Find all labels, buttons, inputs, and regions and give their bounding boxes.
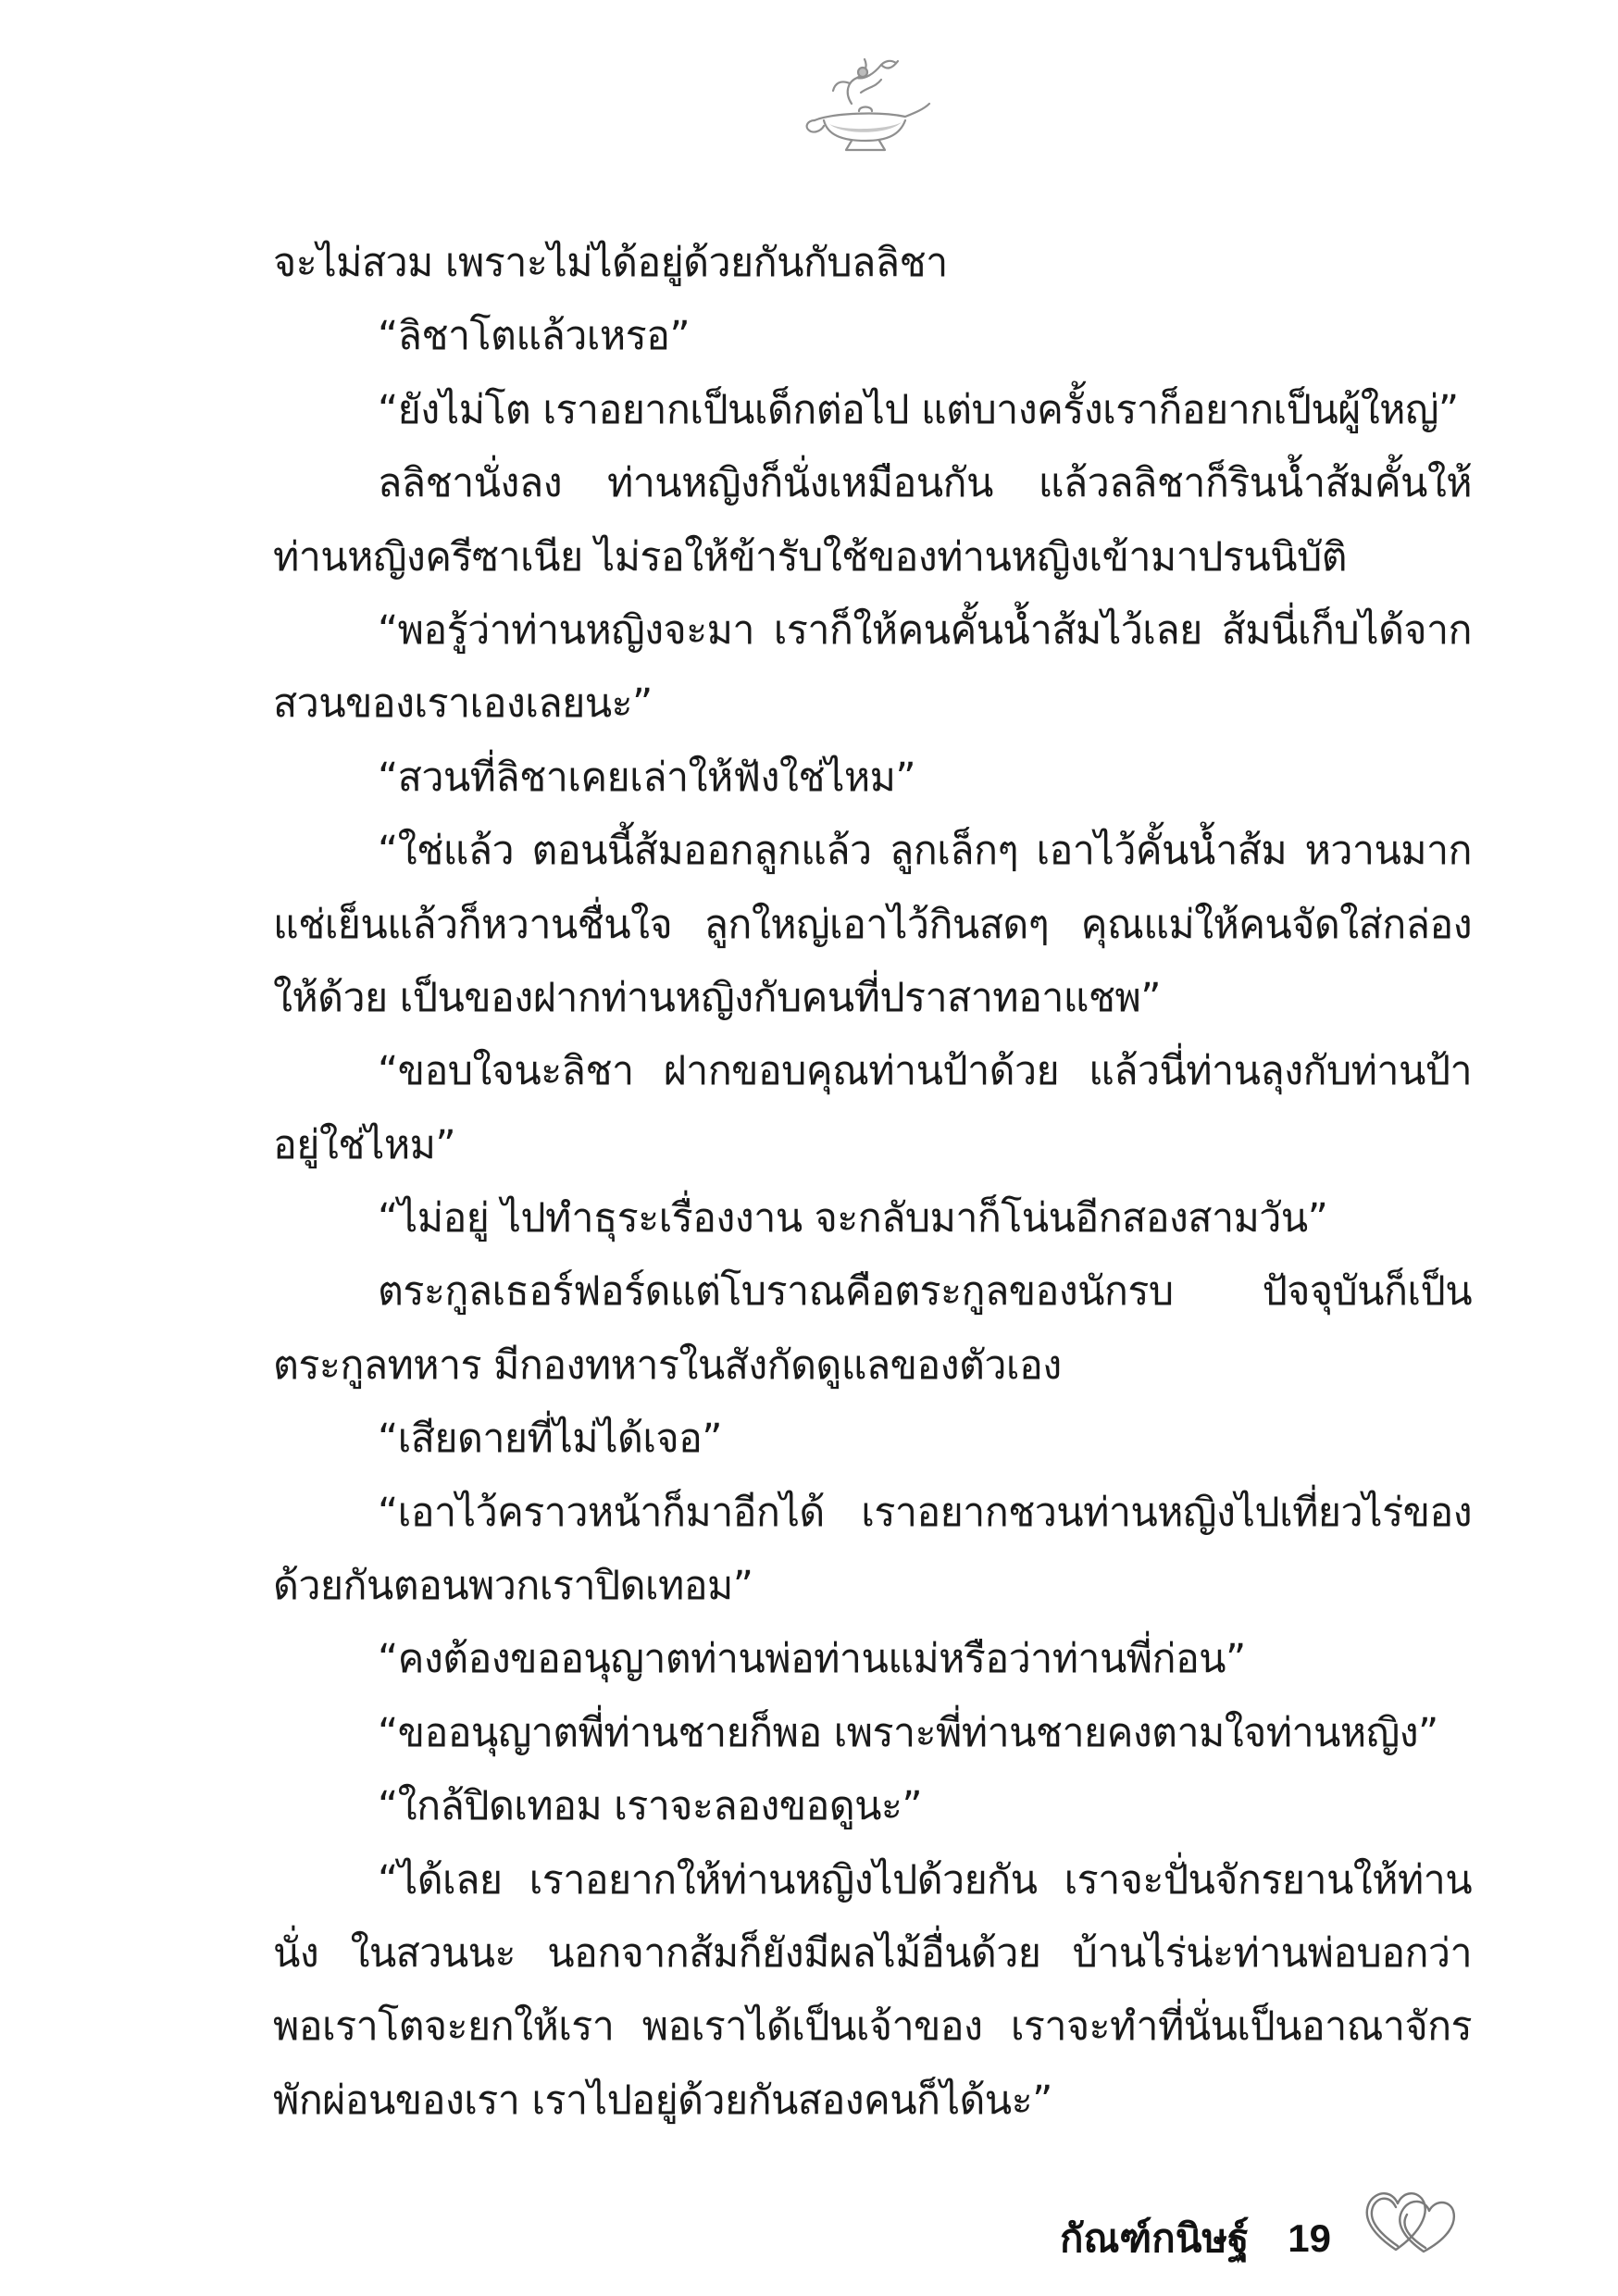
- text-line: ตระกูลทหาร มีกองทหารในสังกัดดูแลของตัวเอง: [273, 1341, 1062, 1389]
- text-line: “ใช่แล้ว ตอนนี้ส้มออกลูกแล้ว ลูกเล็กๆ เอาไว้คั้นน้ำส้ม หวานมาก: [378, 828, 1472, 875]
- text-line: พอเราโตจะยกให้เรา พอเราได้เป็นเจ้าของ เราจะทำที่นั่นเป็นอาณาจักร: [273, 2003, 1472, 2051]
- text-line: จะไม่สวม เพราะไม่ได้อยู่ด้วยกันกับลลิชา: [273, 240, 948, 286]
- text-line: สวนของเราเองเลยนะ”: [273, 680, 653, 728]
- page-number: 19: [1288, 2216, 1331, 2260]
- text-line: ลลิชานั่งลง ท่านหญิงก็นั่งเหมือนกัน แล้วลลิชาก็รินน้ำส้มคั้นให้: [378, 460, 1472, 507]
- hearts-icon: [1359, 2183, 1461, 2257]
- text-line: อยู่ใช่ไหม”: [273, 1121, 455, 1168]
- text-line: พักผ่อนของเรา เราไปอยู่ด้วยกันสองคนก็ได้นะ”: [273, 2077, 1052, 2124]
- text-line: แช่เย็นแล้วก็หวานชื่นใจ ลูกใหญ่เอาไว้กินสดๆ คุณแม่ให้คนจัดใส่กล่อง: [273, 901, 1472, 948]
- text-line: ท่านหญิงครีซาเนีย ไม่รอให้ข้ารับใช้ของท่านหญิงเข้ามาปรนนิบัติ: [273, 533, 1347, 580]
- text-line: นั่ง ในสวนนะ นอกจากส้มก็ยังมีผลไม้อื่นด้วย บ้านไร่น่ะท่านพ่อบอกว่า: [273, 1929, 1472, 1977]
- text-line: “พอรู้ว่าท่านหญิงจะมา เราก็ให้คนคั้นน้ำส้มไว้เลย ส้มนี่เก็บได้จาก: [378, 606, 1472, 654]
- text-line: ตระกูลเธอร์ฟอร์ดแต่โบราณคือตระกูลของนักรบ ปัจจุบันก็เป็น: [378, 1268, 1472, 1316]
- text-line: ด้วยกันตอนพวกเราปิดเทอม”: [273, 1563, 753, 1610]
- text-line: “ขออนุญาตพี่ท่านชายก็พอ เพราะพี่ท่านชายคงตามใจท่านหญิง”: [378, 1709, 1438, 1756]
- text-line: ให้ด้วย เป็นของฝากท่านหญิงกับคนที่ปราสาทอาแชพ”: [273, 974, 1161, 1021]
- text-line: “ลิชาโตแล้วเหรอ”: [378, 313, 691, 360]
- text-line: “ได้เลย เราอยากให้ท่านหญิงไปด้วยกัน เราจะปั่นจักรยานให้ท่าน: [378, 1856, 1472, 1903]
- text-line: “ยังไม่โต เราอยากเป็นเด็กต่อไป แต่บางครั้งเราก็อยากเป็นผู้ใหญ่”: [378, 386, 1459, 433]
- book-title: กัณฑ์กนิษฐ์: [1060, 2215, 1250, 2261]
- text-line: “ใกล้ปิดเทอม เราจะลองขอดูนะ”: [378, 1783, 923, 1830]
- text-line: “ขอบใจนะลิชา ฝากขอบคุณท่านป้าด้วย แล้วนี่ท่านลุงกับท่านป้า: [378, 1048, 1472, 1095]
- page-footer: [1060, 2208, 1331, 2269]
- genie-lamp-icon: [796, 56, 935, 157]
- text-line: “เอาไว้คราวหน้าก็มาอีกได้ เราอยากชวนท่านหญิงไปเที่ยวไร่ของ: [378, 1489, 1472, 1536]
- chapter-text: [273, 227, 1472, 2138]
- text-line: “เสียดายที่ไม่ได้เจอ”: [378, 1416, 722, 1463]
- text-line: “สวนที่ลิชาเคยเล่าให้ฟังใช่ไหม”: [378, 754, 916, 801]
- text-line: “คงต้องขออนุญาตท่านพ่อท่านแม่หรือว่าท่านพี่ก่อน”: [378, 1636, 1246, 1683]
- text-line: “ไม่อยู่ ไปทำธุระเรื่องงาน จะกลับมาก็โน่นอีกสองสามวัน”: [378, 1195, 1328, 1242]
